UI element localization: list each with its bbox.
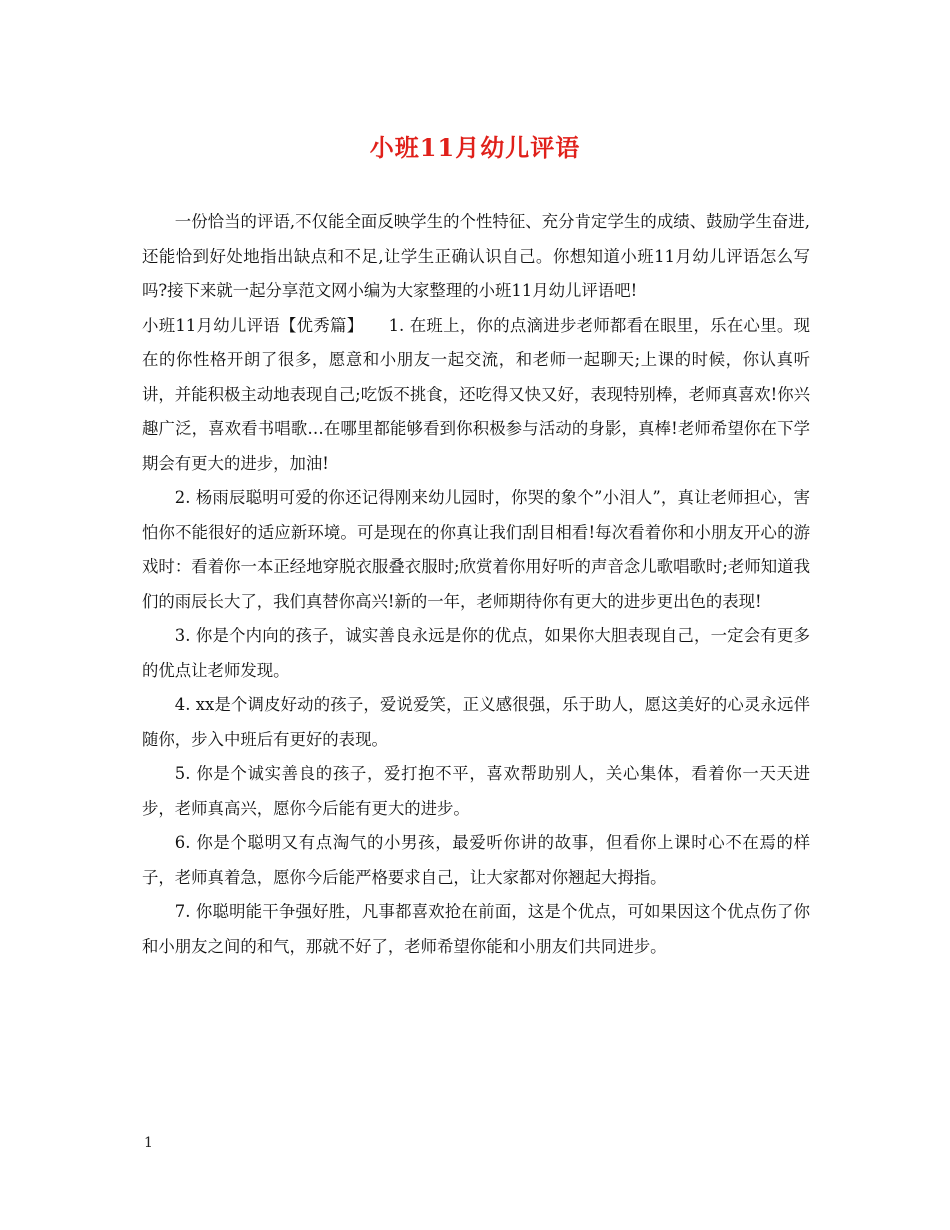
paragraph-comment-1: 小班11月幼儿评语【优秀篇】 1. 在班上，你的点滴进步老师都看在眼里，乐在心里。现在的你性格开朗了很多，愿意和小朋友一起交流，和老师一起聊天;上课的时候，你认真听讲，并能积极主动地表现自己;吃饭不挑食，还吃得又快又好，表现特别棒，老师真喜欢!你兴趣广泛，喜欢看书唱歌…在哪里都能够看到你积极参与活动的身影，真棒!老师希望你在下学期会有更大的进步，加油! bbox=[142, 315, 810, 473]
page-number: 1 bbox=[144, 1135, 153, 1151]
paragraph-comment-4: 4. xx是个调皮好动的孩子，爱说爱笑，正义感很强，乐于助人，愿这美好的心灵永远伴随你，步入中班后有更好的表现。 bbox=[142, 695, 810, 749]
paragraph-comment-6: 6. 你是个聪明又有点淘气的小男孩，最爱听你讲的故事，但看你上课时心不在焉的样子，老师真着急，愿你今后能严格要求自己，让大家都对你翘起大拇指。 bbox=[142, 833, 810, 887]
paragraph-comment-7: 7. 你聪明能干争强好胜，凡事都喜欢抢在前面，这是个优点，可如果因这个优点伤了你和小朋友之间的和气，那就不好了，老师希望你能和小朋友们共同进步。 bbox=[142, 902, 810, 956]
paragraph-comment-3: 3. 你是个内向的孩子，诚实善良永远是你的优点，如果你大胆表现自己，一定会有更多的优点让老师发现。 bbox=[142, 626, 810, 680]
paragraph-comment-2: 2. 杨雨辰聪明可爱的你还记得刚来幼儿园时，你哭的象个”小泪人”，真让老师担心，害怕你不能很好的适应新环境。可是现在的你真让我们刮目相看!每次看着你和小朋友开心的游戏时：看着你一本正经地穿脱衣服叠衣服时;欣赏着你用好听的声音念儿歌唱歌时;老师知道我们的雨辰长大了，我们真替你高兴!新的一年，老师期待你有更大的进步更出色的表现! bbox=[142, 488, 810, 611]
paragraph-comment-5: 5. 你是个诚实善良的孩子，爱打抱不平，喜欢帮助别人，关心集体，看着你一天天进步，老师真高兴，愿你今后能有更大的进步。 bbox=[142, 764, 810, 818]
document-body bbox=[142, 205, 810, 964]
document-title: 小班11月幼儿评语 bbox=[369, 133, 581, 162]
paragraph-intro: 一份恰当的评语,不仅能全面反映学生的个性特征、充分肯定学生的成绩、鼓励学生奋进,还能恰到好处地指出缺点和不足,让学生正确认识自己。你想知道小班11月幼儿评语怎么写吗?接下来就一起分享范文网小编为大家整理的小班11月幼儿评语吧! bbox=[142, 212, 810, 300]
